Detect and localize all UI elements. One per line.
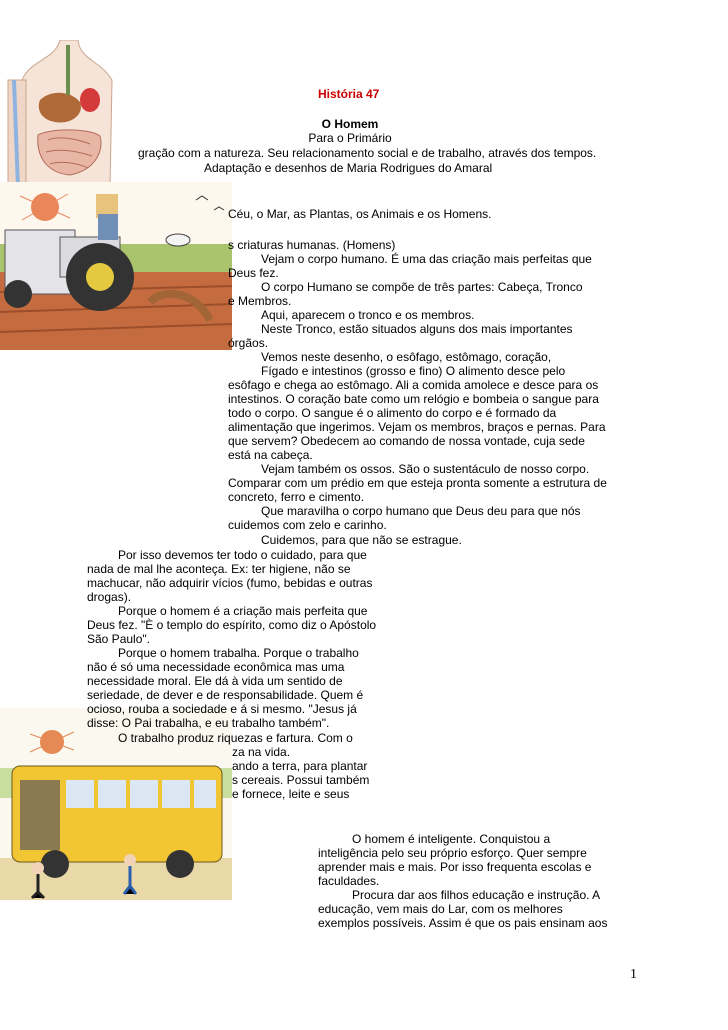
paragraph-line: alimentação que ingerimos. Vejam os membros, braços e pernas. Para xyxy=(228,420,606,434)
paragraph-line: aprender mais e mais. Por isso frequenta escolas e xyxy=(318,860,592,874)
paragraph-line: órgãos. xyxy=(228,336,269,350)
paragraph-line: Céu, o Mar, as Plantas, os Animais e os Homens. xyxy=(228,207,492,221)
page-title: O Homem xyxy=(321,117,379,131)
paragraph-line: Deus fez. xyxy=(228,266,279,280)
paragraph-line: está na cabeça. xyxy=(228,448,313,462)
paragraph-line: Deus fez. "È o templo do espírito, como diz o Apóstolo xyxy=(87,618,377,632)
human-anatomy-illustration xyxy=(0,40,128,188)
paragraph-line: intestinos. O coração bate como um relógio e bombeia o sangue para xyxy=(228,392,599,406)
paragraph-line: Vejam também os ossos. São o sustentáculo de nosso corpo. xyxy=(261,462,590,476)
paragraph-line: disse: O Pai trabalha, e eu trabalho também". xyxy=(87,716,330,730)
page-number: 1 xyxy=(630,967,637,982)
paragraph-line: s cereais. Possui também xyxy=(232,773,370,787)
paragraph-line: Fígado e intestinos (grosso e fino) O alimento desce pelo xyxy=(261,364,566,378)
paragraph-line: São Paulo". xyxy=(87,632,150,646)
paragraph-line: O corpo Humano se compõe de três partes: Cabeça, Tronco xyxy=(261,280,583,294)
paragraph-line: cuidemos com zelo e carinho. xyxy=(228,518,387,532)
paragraph-line: que servem? Obedecem ao comando de nossa vontade, cuja sede xyxy=(228,434,585,448)
paragraph-line: exemplos possíveis. Assim é que os pais ensinam aos xyxy=(318,916,608,930)
paragraph-line: nada de mal lhe aconteça. Ex: ter higiene, não se xyxy=(87,562,351,576)
paragraph-line: Procura dar aos filhos educação e instrução. A xyxy=(352,888,601,902)
paragraph-line: Comparar com um prédio em que esteja pronta somente a estrutura de xyxy=(228,476,607,490)
paragraph-line: Por isso devemos ter todo o cuidado, para que xyxy=(118,548,367,562)
paragraph-line: e fornece, leite e seus xyxy=(232,787,350,801)
credits-line: Adaptação e desenhos de Maria Rodrigues do Amaral xyxy=(204,161,493,175)
paragraph-line: Neste Tronco, estão situados alguns dos mais importantes xyxy=(261,322,573,336)
paragraph-line: Que maravilha o corpo humano que Deus deu para que nós xyxy=(261,504,581,518)
paragraph-line: não é só uma necessidade econômica mas uma xyxy=(87,660,345,674)
paragraph-line: s criaturas humanas. (Homens) xyxy=(228,238,396,252)
paragraph-line: Vejam o corpo humano. É uma das criação mais perfeitas que xyxy=(261,252,592,266)
paragraph-line: machucar, não adquirir vícios (fumo, bebidas e outras xyxy=(87,576,373,590)
paragraph-line: Porque o homem trabalha. Porque o trabalho xyxy=(118,646,359,660)
paragraph-line: todo o corpo. O sangue é o alimento do corpo e é formado da xyxy=(228,406,557,420)
paragraph-line: za na vida. xyxy=(232,745,291,759)
series-label: História 47 xyxy=(318,87,380,101)
paragraph-line: O homem é inteligente. Conquistou a xyxy=(352,832,551,846)
paragraph-line: concreto, ferro e cimento. xyxy=(228,490,365,504)
paragraph-line: esôfago e chega ao estômago. Ali a comida amolece e desce para os xyxy=(228,378,599,392)
paragraph-line: e Membros. xyxy=(228,294,292,308)
page-subtitle: Para o Primário xyxy=(308,131,392,145)
paragraph-line: seriedade, de dever e de responsabilidade. Quem é xyxy=(87,688,364,702)
paragraph-line: Vemos neste desenho, o esôfago, estômago, coração, xyxy=(261,350,552,364)
summary-line: gração com a natureza. Seu relacionamento social e de trabalho, através dos tempos. xyxy=(138,146,597,160)
paragraph-line: necessidade moral. Ele dá à vida um sentido de xyxy=(87,674,343,688)
paragraph-line: inteligência pelo seu próprio esforço. Quer sempre xyxy=(318,846,587,860)
paragraph-line: Aqui, aparecem o tronco e os membros. xyxy=(261,308,475,322)
paragraph-line: educação, vem mais do Lar, com os melhores xyxy=(318,902,563,916)
paragraph-line: Porque o homem é a criação mais perfeita que xyxy=(118,604,368,618)
paragraph-line: faculdades. xyxy=(318,874,380,888)
paragraph-line: ocioso, rouba a sociedade e á si mesmo. "Jesus já xyxy=(87,702,357,716)
paragraph-line: O trabalho produz riquezas e fartura. Com o xyxy=(118,731,353,745)
paragraph-line: ando a terra, para plantar xyxy=(232,759,368,773)
paragraph-line: drogas). xyxy=(87,590,132,604)
paragraph-line: Cuidemos, para que não se estrague. xyxy=(261,533,462,547)
tractor-farm-illustration xyxy=(0,182,232,350)
